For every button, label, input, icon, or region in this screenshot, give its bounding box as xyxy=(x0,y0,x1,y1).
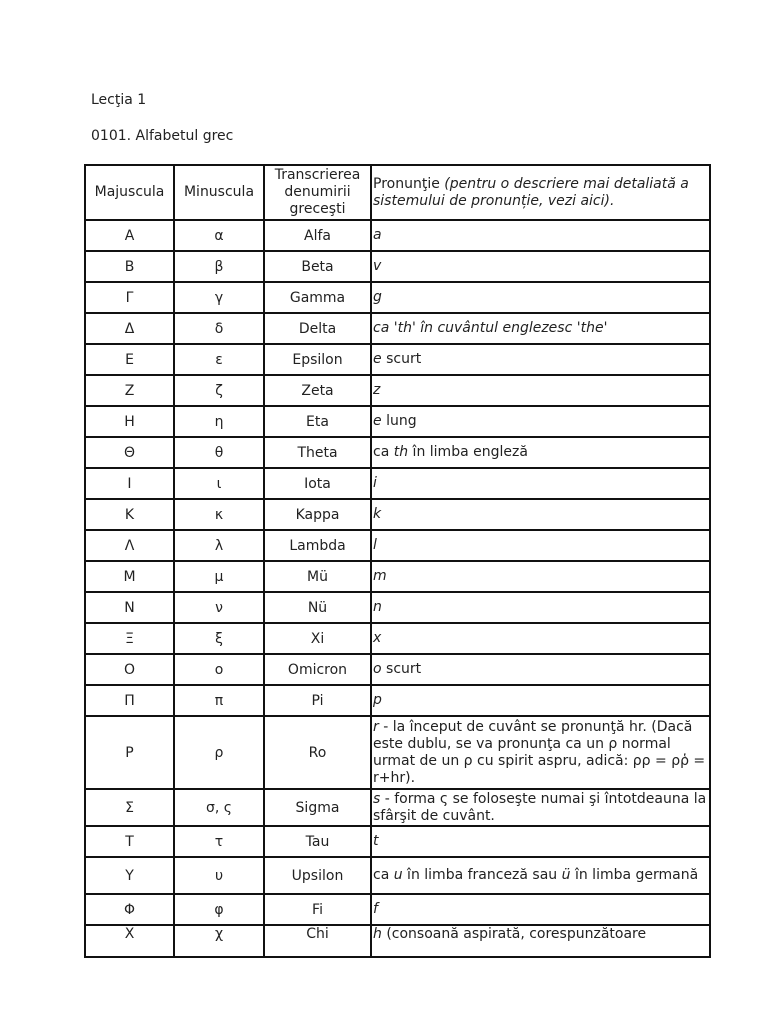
pronunciation-cell xyxy=(371,406,710,437)
header-lowercase: Minuscula xyxy=(174,165,264,220)
uppercase-letter: Σ xyxy=(85,789,174,826)
pronunciation-text: - forma ς se foloseşte numai şi întotdeauna la sfârşit de cuvânt. xyxy=(373,790,707,824)
table-row xyxy=(85,530,710,561)
letter-name: Xi xyxy=(264,623,371,654)
pronunciation-text: f xyxy=(373,901,378,917)
table-row xyxy=(85,789,710,826)
uppercase-letter: Β xyxy=(85,251,174,282)
lowercase-letter: γ xyxy=(174,282,264,313)
letter-name: Epsilon xyxy=(264,344,371,375)
pronunciation-cell xyxy=(371,654,710,685)
pronunciation-text: în limba franceză sau xyxy=(402,867,562,883)
table-row xyxy=(85,685,710,716)
pronunciation-text: r xyxy=(373,718,379,735)
pronunciation-text: în limba engleză xyxy=(408,444,528,460)
table-row xyxy=(85,716,710,789)
uppercase-letter: Ξ xyxy=(85,623,174,654)
pronunciation-text: - la început de cuvânt se pronunţă hr. (Dacă este dublu, se va pronunţa ca un ρ normal urmat de un ρ cu spirit aspru, adică: ρρ = ρῥ = r+hr). xyxy=(373,718,706,786)
lowercase-letter: δ xyxy=(174,313,264,344)
pronunciation-text: i xyxy=(373,475,377,491)
pronunciation-text: z xyxy=(373,382,381,398)
pronunciation-text: l xyxy=(373,537,377,553)
letter-name: Theta xyxy=(264,437,371,468)
table-row xyxy=(85,857,710,894)
lesson-title: Lecţia 1 xyxy=(91,92,147,108)
pronunciation-cell xyxy=(371,789,710,826)
uppercase-letter: Φ xyxy=(85,894,174,925)
pronunciation-cell xyxy=(371,313,710,344)
uppercase-letter: Ο xyxy=(85,654,174,685)
table-body xyxy=(85,165,710,957)
lowercase-letter: ι xyxy=(174,468,264,499)
pronunciation-cell xyxy=(371,826,710,857)
header-uppercase: Majuscula xyxy=(85,165,174,220)
letter-name: Kappa xyxy=(264,499,371,530)
pronunciation-cell xyxy=(371,623,710,654)
table-row xyxy=(85,826,710,857)
lowercase-letter: κ xyxy=(174,499,264,530)
uppercase-letter: Π xyxy=(85,685,174,716)
pronunciation-text: n xyxy=(373,599,382,615)
table-row xyxy=(85,894,710,925)
pronunciation-cell xyxy=(371,925,710,957)
pronunciation-cell xyxy=(371,437,710,468)
uppercase-letter: Α xyxy=(85,220,174,251)
pronunciation-text: u xyxy=(393,867,403,883)
pronunciation-cell xyxy=(371,220,710,251)
uppercase-letter: Η xyxy=(85,406,174,437)
greek-alphabet-table xyxy=(84,164,711,958)
letter-name: Tau xyxy=(264,826,371,857)
pronunciation-cell xyxy=(371,530,710,561)
pronunciation-text: v xyxy=(373,258,382,274)
lowercase-letter: ε xyxy=(174,344,264,375)
letter-name: Zeta xyxy=(264,375,371,406)
table-row xyxy=(85,282,710,313)
pronunciation-cell xyxy=(371,282,710,313)
pronunciation-text: ü xyxy=(561,867,571,883)
lowercase-letter: ν xyxy=(174,592,264,623)
table-row xyxy=(85,220,710,251)
uppercase-letter: Κ xyxy=(85,499,174,530)
letter-name: Nü xyxy=(264,592,371,623)
pronunciation-text: ca xyxy=(373,867,394,883)
lowercase-letter: ξ xyxy=(174,623,264,654)
uppercase-letter: Θ xyxy=(85,437,174,468)
pronunciation-text: e xyxy=(373,413,382,429)
pronunciation-text: a xyxy=(373,227,382,243)
table-row xyxy=(85,623,710,654)
lowercase-letter: φ xyxy=(174,894,264,925)
pronunciation-cell xyxy=(371,857,710,894)
pronunciation-text: e xyxy=(373,351,382,367)
uppercase-letter: Λ xyxy=(85,530,174,561)
table-row xyxy=(85,654,710,685)
pronunciation-text: m xyxy=(373,568,387,584)
pronunciation-text: k xyxy=(373,506,382,522)
table-row xyxy=(85,344,710,375)
section-title: 0101. Alfabetul grec xyxy=(91,128,234,144)
letter-name: Omicron xyxy=(264,654,371,685)
pronunciation-text: x xyxy=(373,630,382,646)
header-transcription: Transcrierea denumirii greceşti xyxy=(264,165,371,220)
uppercase-letter: Ε xyxy=(85,344,174,375)
pronunciation-text: scurt xyxy=(381,351,422,367)
lowercase-letter: μ xyxy=(174,561,264,592)
pronunciation-text: ca xyxy=(373,444,394,460)
table-row xyxy=(85,406,710,437)
uppercase-letter: Υ xyxy=(85,857,174,894)
uppercase-letter: Ν xyxy=(85,592,174,623)
uppercase-letter: Γ xyxy=(85,282,174,313)
table-row xyxy=(85,375,710,406)
uppercase-letter: Ζ xyxy=(85,375,174,406)
uppercase-letter: Ρ xyxy=(85,716,174,789)
letter-name: Delta xyxy=(264,313,371,344)
uppercase-letter: Χ xyxy=(85,925,174,957)
pronunciation-cell xyxy=(371,499,710,530)
lowercase-letter: ρ xyxy=(174,716,264,789)
lowercase-letter: σ, ς xyxy=(174,789,264,826)
pronunciation-cell xyxy=(371,716,710,789)
table-row xyxy=(85,251,710,282)
lowercase-letter: ο xyxy=(174,654,264,685)
header-pronunciation-note: (pentru o descriere mai detaliată a sistemului de pronunție, vezi aici). xyxy=(373,175,689,209)
pronunciation-text: s xyxy=(373,790,381,807)
pronunciation-text: th xyxy=(393,444,409,460)
pronunciation-cell xyxy=(371,592,710,623)
lowercase-letter: η xyxy=(174,406,264,437)
lowercase-letter: υ xyxy=(174,857,264,894)
uppercase-letter: Μ xyxy=(85,561,174,592)
letter-name: Lambda xyxy=(264,530,371,561)
lowercase-letter: λ xyxy=(174,530,264,561)
pronunciation-text: ca 'th' în cuvântul englezesc 'the' xyxy=(373,320,608,336)
uppercase-letter: Τ xyxy=(85,826,174,857)
lowercase-letter: β xyxy=(174,251,264,282)
pronunciation-cell xyxy=(371,685,710,716)
pronunciation-cell xyxy=(371,251,710,282)
letter-name: Gamma xyxy=(264,282,371,313)
uppercase-letter: Ι xyxy=(85,468,174,499)
letter-name: Ro xyxy=(264,716,371,789)
letter-name: Eta xyxy=(264,406,371,437)
pronunciation-cell xyxy=(371,344,710,375)
letter-name: Iota xyxy=(264,468,371,499)
letter-name: Beta xyxy=(264,251,371,282)
pronunciation-text: o xyxy=(373,661,382,677)
table-header-row xyxy=(85,165,710,220)
table-row xyxy=(85,561,710,592)
pronunciation-text: t xyxy=(373,833,379,849)
lowercase-letter: α xyxy=(174,220,264,251)
table-row xyxy=(85,499,710,530)
table-row xyxy=(85,313,710,344)
letter-name: Sigma xyxy=(264,789,371,826)
header-pronunciation xyxy=(371,165,710,220)
table-row xyxy=(85,437,710,468)
uppercase-letter: Δ xyxy=(85,313,174,344)
lowercase-letter: χ xyxy=(174,925,264,957)
pronunciation-cell xyxy=(371,561,710,592)
header-pronunciation-lead: Pronunţie xyxy=(373,175,445,192)
pronunciation-text: în limba germană xyxy=(570,867,699,883)
pronunciation-cell xyxy=(371,894,710,925)
lowercase-letter: τ xyxy=(174,826,264,857)
letter-name: Upsilon xyxy=(264,857,371,894)
pronunciation-text: lung xyxy=(381,413,417,429)
table-row xyxy=(85,592,710,623)
pronunciation-cell xyxy=(371,468,710,499)
letter-name: Pi xyxy=(264,685,371,716)
lowercase-letter: θ xyxy=(174,437,264,468)
pronunciation-text: g xyxy=(373,289,382,305)
table-row xyxy=(85,925,710,957)
lowercase-letter: ζ xyxy=(174,375,264,406)
pronunciation-text: (consoană aspirată, corespunzătoare xyxy=(381,926,647,942)
pronunciation-text: p xyxy=(373,692,382,708)
table-row xyxy=(85,468,710,499)
lowercase-letter: π xyxy=(174,685,264,716)
pronunciation-cell xyxy=(371,375,710,406)
pronunciation-text: h xyxy=(373,926,382,942)
letter-name: Fi xyxy=(264,894,371,925)
pronunciation-text: scurt xyxy=(381,661,422,677)
letter-name: Alfa xyxy=(264,220,371,251)
letter-name: Mü xyxy=(264,561,371,592)
letter-name: Chi xyxy=(264,925,371,957)
